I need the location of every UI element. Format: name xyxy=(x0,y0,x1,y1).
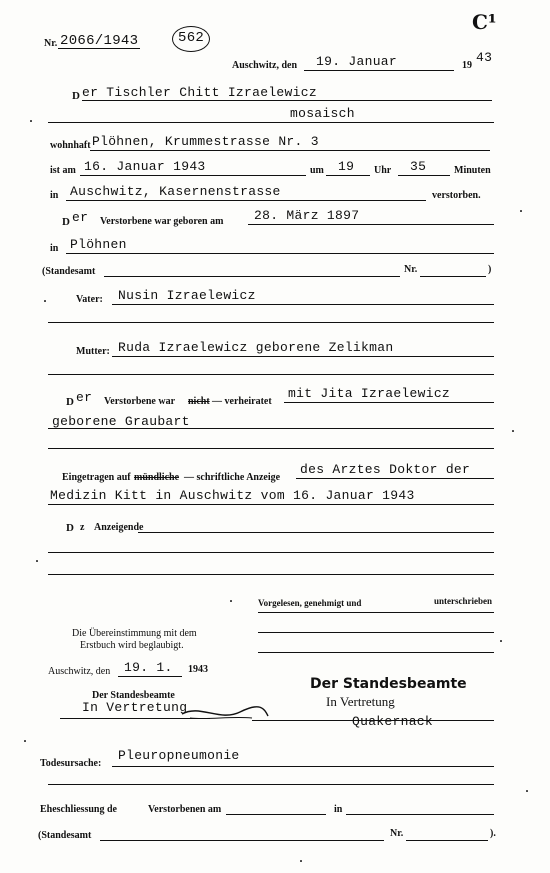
year-prefix: 19 xyxy=(462,60,472,71)
left-official-sign: In Vertretung xyxy=(82,700,188,715)
cert-year: 1943 xyxy=(188,664,208,675)
d-prefix: D xyxy=(72,90,80,102)
registration-label-struck: mündliche xyxy=(134,472,180,483)
eheschliessung-in-label: in xyxy=(334,804,343,815)
minuten-label: Minuten xyxy=(454,165,491,176)
verstorben-label: verstorben. xyxy=(432,190,481,201)
birth-close-paren: ) xyxy=(488,264,492,275)
birth-standesamt-label: (Standesamt xyxy=(42,266,96,277)
todesursache-label: Todesursache: xyxy=(40,758,102,769)
footer-nr-label: Nr. xyxy=(390,828,404,839)
um-label: um xyxy=(310,165,324,176)
right-official-sub: In Vertretung xyxy=(326,694,395,709)
footer-standesamt-label: (Standesamt xyxy=(38,830,92,841)
unterschrieben-label: unterschrieben xyxy=(434,596,492,606)
mutter-label: Mutter: xyxy=(76,346,110,357)
death-date: 16. Januar 1943 xyxy=(84,159,206,174)
marriage-er-typed: er xyxy=(76,390,93,405)
vater-value: Nusin Izraelewicz xyxy=(118,288,256,303)
eheschliessung-label: Eheschliessung de xyxy=(40,804,117,815)
registration-label-pre: Eingetragen auf xyxy=(62,472,131,483)
right-official-title: Der Standesbeamte xyxy=(310,676,467,692)
register-number: 2066/1943 xyxy=(60,33,139,49)
registration-value-2: Medizin Kitt in Auschwitz vom 16. Januar 1943 xyxy=(50,488,415,503)
birth-nr-label: Nr. xyxy=(404,264,418,275)
spouse-line-1: mit Jita Izraelewicz xyxy=(288,386,451,401)
spouse-line-2: geborene Graubart xyxy=(52,414,190,429)
issue-date: 19. Januar xyxy=(316,54,398,69)
residence-label: wohnhaft xyxy=(50,140,91,151)
birth-date: 28. März 1897 xyxy=(254,208,360,223)
cert-date: 19. 1. xyxy=(124,660,173,675)
deceased-name: er Tischler Chitt Izraelewicz xyxy=(82,85,317,100)
registration-label-post: — schriftliche Anzeige xyxy=(184,472,281,483)
birth-place: Plöhnen xyxy=(70,237,127,252)
uebereinstimmung-line-2: Erstbuch wird beglaubigt. xyxy=(80,640,184,651)
death-date-label: ist am xyxy=(50,165,76,176)
religion: mosaisch xyxy=(290,106,355,121)
cert-place-date-label: Auschwitz, den xyxy=(48,666,111,677)
footer-close: ). xyxy=(490,828,496,839)
circled-number: 562 xyxy=(178,30,205,46)
anzeigende-z-suffix: z xyxy=(80,522,85,533)
marriage-label-struck: nicht xyxy=(188,396,210,407)
death-minutes: 35 xyxy=(410,159,427,174)
death-place-label: in xyxy=(50,190,59,201)
marriage-label-post: — verheiratet xyxy=(212,396,272,407)
todesursache-value: Pleuropneumonie xyxy=(118,748,240,763)
mutter-value: Ruda Izraelewicz geborene Zelikman xyxy=(118,340,394,355)
uebereinstimmung-line-1: Die Übereinstimmung mit dem xyxy=(72,628,197,639)
place-date-label: Auschwitz, den xyxy=(232,60,298,71)
verstorbenen-label: Verstorbenen am xyxy=(148,804,222,815)
birth-d-prefix: D xyxy=(62,216,70,228)
birth-er-typed: er xyxy=(72,210,89,225)
anzeigende-d-prefix: D xyxy=(66,522,74,534)
residence-value: Plöhnen, Krummestrasse Nr. 3 xyxy=(92,134,319,149)
right-official-sign: Quakernack xyxy=(352,714,434,729)
vater-label: Vater: xyxy=(76,294,103,305)
registration-value-1: des Arztes Doktor der xyxy=(300,462,471,477)
death-place: Auschwitz, Kasernenstrasse xyxy=(70,184,281,199)
year-suffix: 43 xyxy=(476,50,493,65)
left-official-title: Der Standesbeamte xyxy=(92,690,175,701)
marriage-label-pre: Verstorbene war xyxy=(104,396,176,407)
birth-label: Verstorbene war geboren am xyxy=(100,216,224,227)
anzeigende-label: Anzeigende xyxy=(94,522,144,533)
marriage-d-prefix: D xyxy=(66,396,74,408)
birth-place-label: in xyxy=(50,243,59,254)
corner-mark: C¹ xyxy=(472,10,497,34)
death-hour: 19 xyxy=(338,159,355,174)
nr-label: Nr. xyxy=(44,38,58,49)
vorgelesen-label: Vorgelesen, genehmigt und xyxy=(258,598,362,608)
uhr-label: Uhr xyxy=(374,165,392,176)
